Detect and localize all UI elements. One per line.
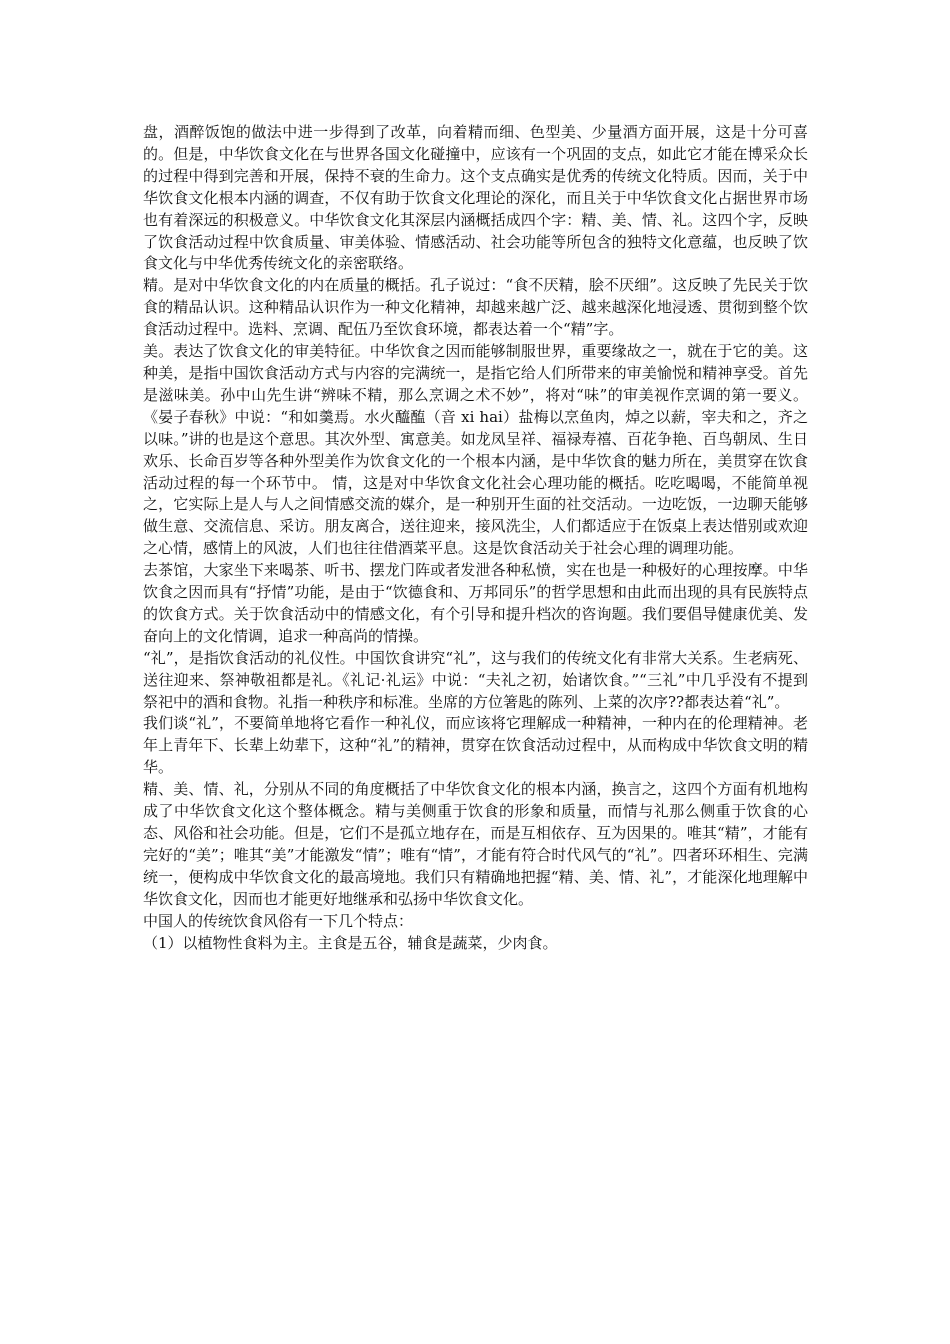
paragraph-li: “礼”，是指饮食活动的礼仪性。中国饮食讲究“礼”，这与我们的传统文化有非常大关系。生老病死、送往迎来、祭神敬祖都是礼。《礼记·礼运》中说：“夫礼之初，始诸饮食。”“三礼”中几乎没有不提到祭祀中的酒和食物。礼指一种秩序和标准。坐席的方位箸匙的陈列、上菜的次序??都表达着“礼”。	[143, 648, 808, 711]
paragraph-customs-heading: 中国人的传统饮食风俗有一下几个特点：	[143, 911, 414, 930]
paragraph-jing: 精。是对中华饮食文化的内在质量的概括。孔子说过：“食不厌精，脍不厌细”。这反映了先民关于饮食的精品认识。这种精品认识作为一种文化精神，却越来越广泛、越来越深化地浸透、贯彻到整个饮食活动过程中。选料、烹调、配伍乃至饮食环境，都表达着一个“精”字。	[143, 276, 808, 339]
paragraph-mei-qing: 美。表达了饮食文化的审美特征。中华饮食之因而能够制服世界，重要缘故之一，就在于它的美。这种美，是指中国饮食活动方式与内容的完满统一，是指它给人们所带来的审美愉悦和精神享受。首先是滋味美。孙中山先生讲“辨味不精，那么烹调之术不妙”，将对“味”的审美视作烹调的第一要义。《晏子春秋》中说：“和如羹焉。水火醯醢（音 xi hai）盐梅以烹鱼肉，焯之以薪，宰夫和之，齐之以味。”讲的也是这个意思。其次外型、寓意美。如龙凤呈祥、福禄寿禧、百花争艳、百鸟朝凤、生日欢乐、长命百岁等各种外型美作为饮食文化的一个根本内涵，是中华饮食的魅力所在，美贯穿在饮食活动过程的每一个环节中。 情，这是对中华饮食文化社会心理功能的概括。吃吃喝喝，不能简单视之，它实际上是人与人之间情感交流的媒介，是一种别开生面的社交活动。一边吃饭，一边聊天能够做生意、交流信息、采访。朋友离合，送往迎来，接风洗尘，人们都适应于在饭桌上表达惜别或欢迎之心情，感情上的风波，人们也往往借酒菜平息。这是饮食活动关于社会心理的调理功能。	[143, 342, 808, 558]
paragraph-li-spirit: 我们谈“礼”，不要简单地将它看作一种礼仪，而应该将它理解成一种精神，一种内在的伦理精神。老年上青年下、长辈上幼辈下，这种“礼”的精神，贯穿在饮食活动过程中，从而构成中华饮食文明的精华。	[143, 714, 808, 777]
document-body	[143, 122, 808, 954]
paragraph-intro: 盘，酒醉饭饱的做法中进一步得到了改革，向着精而细、色型美、少量酒方面开展，这是十分可喜的。但是，中华饮食文化在与世界各国文化碰撞中，应该有一个巩固的支点，如此它才能在博采众长的过程中得到完善和开展，保持不衰的生命力。这个支点确实是优秀的传统文化特质。因而，关于中华饮食文化根本内涵的调查，不仅有助于饮食文化理论的深化，而且关于中华饮食文化占据世界市场也有着深远的积极意义。中华饮食文化其深层内涵概括成四个字：精、美、情、礼。这四个字，反映了饮食活动过程中饮食质量、审美体验、情感活动、社会功能等所包含的独特文化意蕴，也反映了饮食文化与中华优秀传统文化的亲密联络。	[143, 123, 808, 273]
paragraph-summary: 精、美、情、礼，分别从不同的角度概括了中华饮食文化的根本内涵，换言之，这四个方面有机地构成了中华饮食文化这个整体概念。精与美侧重于饮食的形象和质量，而情与礼那么侧重于饮食的心态、风俗和社会功能。但是，它们不是孤立地存在，而是互相依存、互为因果的。唯其“精”，才能有完好的“美”；唯其“美”才能激发“情”；唯有“情”，才能有符合时代风气的“礼”。四者环环相生、完满统一，便构成中华饮食文化的最高境地。我们只有精确地把握“精、美、情、礼”，才能深化地理解中华饮食文化，因而也才能更好地继承和弘扬中华饮食文化。	[143, 780, 808, 908]
paragraph-list-item-1: （1）以植物性食料为主。主食是五谷，辅食是蔬菜，少肉食。	[143, 933, 558, 952]
paragraph-teahouse: 去茶馆，大家坐下来喝茶、听书、摆龙门阵或者发泄各种私愤，实在也是一种极好的心理按摩。中华饮食之因而具有“抒情”功能，是由于“饮德食和、万邦同乐”的哲学思想和由此而出现的具有民族特点的饮食方式。关于饮食活动中的情感文化，有个引导和提升档次的咨询题。我们要倡导健康优美、发奋向上的文化情调，追求一种高尚的情操。	[143, 561, 808, 645]
